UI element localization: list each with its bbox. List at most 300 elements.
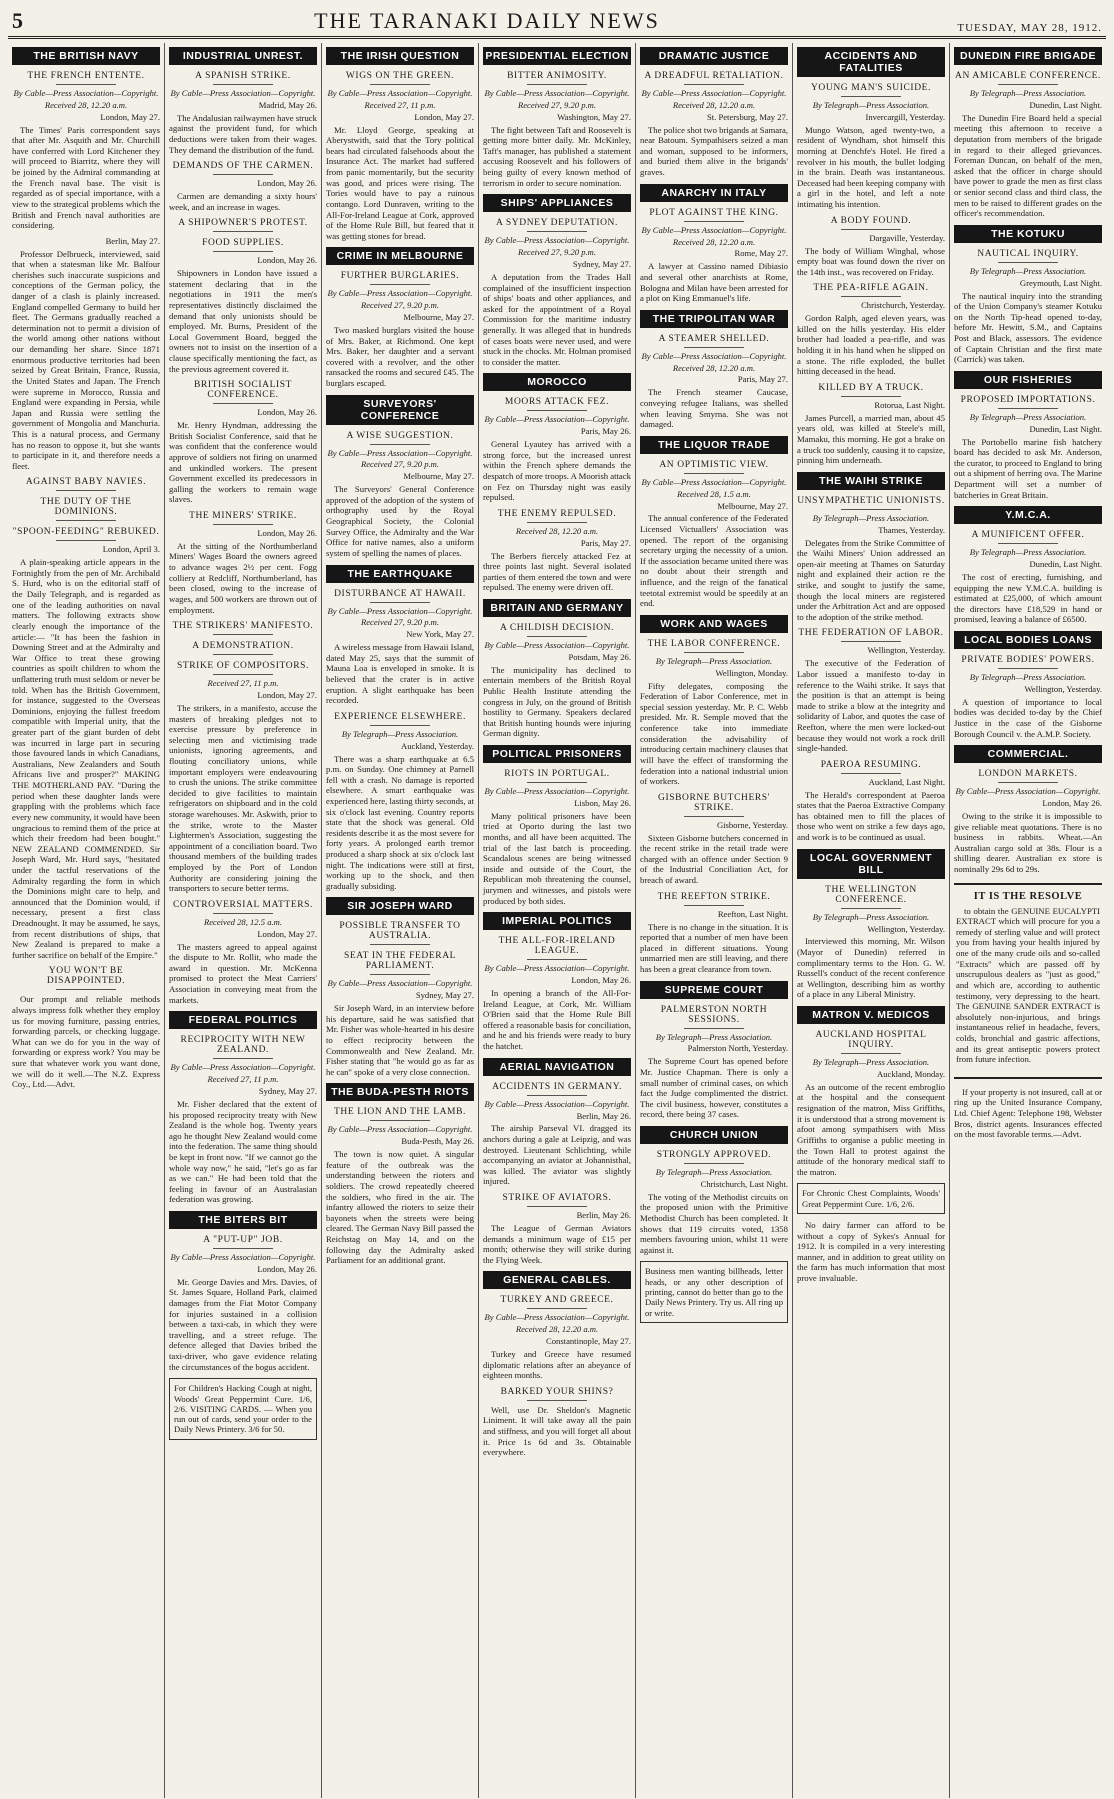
subheading-rule <box>998 408 1057 409</box>
section-subheading: THE REEFTON STRIKE. <box>657 891 771 902</box>
article-body: Owing to the strike it is impossible to give reliable meat quotations. There is no business in rabbits. Wheat.—An Australian cargo sold at 38s. Flour is a shilling dearer. Australian ex store is nominally 29s 6d to 29s. <box>954 811 1102 875</box>
dateline: Melbourne, May 27. <box>403 312 474 323</box>
received-time: Received 27, 9.20 p.m. <box>517 99 597 110</box>
subheading-rule <box>370 1120 429 1121</box>
byline: By Cable—Press Association—Copyright. <box>484 639 630 650</box>
section-heading: IMPERIAL POLITICS <box>483 912 631 930</box>
section-heading: MOROCCO <box>483 373 631 391</box>
dateline: Sydney, May 27. <box>572 259 631 270</box>
section-heading: CRIME IN MELBOURNE <box>326 247 474 265</box>
section-subheading: KILLED BY A TRUCK. <box>818 382 924 393</box>
section-subheading: THE STRIKERS' MANIFESTO. <box>172 621 314 632</box>
section-subheading: THE LION AND THE LAMB. <box>333 1107 467 1118</box>
article-body: The Berbers fiercely attacked Fez at three points last night. Several isolated parties of them entered the town and were repulsed. The enemy were driven off. <box>483 550 631 593</box>
dateline: St. Petersburg, May 27. <box>706 111 788 122</box>
subheading-rule <box>213 654 272 655</box>
section-subheading: PAEROA RESUMING. <box>820 759 922 770</box>
byline: By Telegraph—Press Association. <box>969 547 1087 558</box>
section-heading: SIR JOSEPH WARD <box>326 897 474 915</box>
article-body: The voting of the Methodist circuits on the proposed union with the Primitive Methodist Church has been completed. It shows that 119 circuits voted, 1358 members favouring union, whilst 11 were against it. <box>640 1191 788 1255</box>
section-subheading: RECIPROCITY WITH NEW ZEALAND. <box>180 1035 306 1056</box>
column-4 <box>479 43 636 1798</box>
article-body: Many political prisoners have been tried at Oporto during the last two months, and all have been acquitted. The trial of the last batch is proceeding. Scandalous scenes are being witnessed inside and outside of the Court, the Republican mob threatening the counsel, jurymen and witnesses, and pistols were produced by both sides. <box>483 810 631 906</box>
column-6 <box>793 43 950 1798</box>
article-body: The French steamer Caucase, conveying refugee Italians, was shelled when leaving Smyrna. She was not damaged. <box>640 387 788 430</box>
section-subheading: GISBORNE BUTCHERS' STRIKE. <box>657 792 770 813</box>
section-subheading: SEAT IN THE FEDERAL PARLIAMENT. <box>343 951 457 972</box>
section-heading: POLITICAL PRISONERS <box>483 745 631 763</box>
article-body: Delegates from the Strike Committee of the Waihi Miners' Union addressed an open-air meeting at Thames on Saturday night and explained their action re the strike, and sought to justify the same, though the local miners are registered under the Arbitration Act and are opposed to the adoption of the strike method. <box>797 537 945 622</box>
article-body: The Herald's correspondent at Paeroa states that the Paeroa Extractive Company has obtained men to fill the places of those who went on strike a few days ago, and work is to be continued as usual. <box>797 789 945 843</box>
section-subheading: BITTER ANIMOSITY. <box>507 71 607 81</box>
subheading-rule <box>684 473 743 474</box>
subheading-rule <box>213 524 272 525</box>
article-body: Mr. George Davies and Mrs. Davies, of St. James Square, Holland Park, claimed damages from the Fiat Motor Company for injuries sustained in a collision between a taxi-cab, in which they were travelling, and a street refuge. The defence alleged that Davies bribed the taxi-driver, who gave evidence relating the circumstances of the bogus accident. <box>169 1276 317 1372</box>
dateline: London, May 26. <box>571 975 631 986</box>
article-body: A wireless message from Hawaii Island, dated May 25, says that the summit of Mauna Loa is enveloped in smoke. It is believed that the crater is in active eruption. A slight earthquake has been recorded. <box>326 642 474 706</box>
subheading-rule <box>841 1053 900 1054</box>
subheading-rule <box>684 652 743 653</box>
section-subheading: NAUTICAL INQUIRY. <box>977 248 1079 259</box>
dateline: Christchurch, Last Night. <box>700 1178 788 1189</box>
dateline: Reefton, Last Night. <box>717 908 788 919</box>
article-body: In opening a branch of the All-For-Ireland League, at Cork, Mr. William O'Brien said that the Home Rule Bill offered a reasonable basis for conciliation, and he and his friends were ready to bury the hatchet. <box>483 987 631 1052</box>
received-time: Received 27, 9.20 p.m. <box>360 459 440 470</box>
article-body: The airship Parseval VI. dragged its anchors during a gale at Leipzig, and was destroyed. Lieutenant Schlichting, while accompanying an aviator at Johannisthal, was killed. The aviator was slightly injured. <box>483 1123 631 1187</box>
subheading-rule <box>213 403 272 404</box>
section-subheading: AUCKLAND HOSPITAL INQUIRY. <box>815 1030 927 1051</box>
received-time: Received 28, 12.20 a.m. <box>515 1324 599 1335</box>
article-body: Mr. Henry Hyndman, addressing the British Socialist Conference, said that he was confident that the conference would approve of soldiers not firing on unarmed and unkindled workers. The present Government excelled its predecessors in galling the workers to remain wage slaves. <box>169 420 317 505</box>
byline: By Telegraph—Press Association. <box>812 911 930 922</box>
article-body: Shipowners in London have issued a statement declaring that in the negotiations in 1911 the men's representatives distinctly disclaimed the demand that only unionists should be employed. Mr. Burns, President of the Local Government Board, begged the owners not to insist on the insertion of a clause specifically mentioning the fact, as the previous agreement covered it. <box>169 268 317 374</box>
section-heading: GENERAL CABLES. <box>483 1271 631 1289</box>
received-time: Received 27, 11 p.m. <box>207 678 279 689</box>
section-heading: LOCAL GOVERNMENT BILL <box>797 849 945 879</box>
dateline: London, May 26. <box>257 255 317 266</box>
section-subheading: PLOT AGAINST THE KING. <box>649 207 779 218</box>
article-body: The municipality has declined to entertain members of the British Royal Public Health Institute attending the congress in July, on the ground of British hostility to Germany. Speakers declared that British hunting hounds were injuring German dignity. <box>483 664 631 739</box>
byline: By Telegraph—Press Association. <box>341 728 459 739</box>
byline: By Telegraph—Press Association. <box>655 655 773 666</box>
article-body: Turkey and Greece have resumed diplomatic relations after an abeyance of eighteen months. <box>483 1348 631 1381</box>
byline: By Cable—Press Association—Copyright. <box>170 88 316 98</box>
section-subheading: POSSIBLE TRANSFER TO AUSTRALIA. <box>339 921 461 942</box>
article-body: Two masked burglars visited the house of Mrs. Baker, at Richmond. One kept Mrs. Baker, her daughter and a servant covered with a revolver, and the other ransacked the rooms and secured £45. The burglars escaped. <box>326 324 474 388</box>
issue-date: TUESDAY, MAY 28, 1912. <box>957 22 1102 34</box>
article-body: The strikers, in a manifesto, accuse the masters of breaking pledges not to exercise pressure by preference in selecting men and victimising trade unionists, ignoring agreements, and flouting conciliatory unions, while important employers were endeavouring to crush the unions. The strike committee decided to give facilities to maintain refrigerators on shipboard and in the cold storage warehouses. Mr. Askwith, prior to the strike, wrote to the Master Lightermen's Association, suggesting the appointment of a conciliation board. Two thousand members of the building trades employed by the Port of London Authority are considering joining the transporters to secure better terms. <box>169 702 317 894</box>
received-time: Received 27, 9.20 p.m. <box>360 617 440 628</box>
section-heading: BRITAIN AND GERMANY <box>483 599 631 617</box>
received-time: Received 28, 12.20 a.m. <box>672 236 756 247</box>
byline: By Cable—Press Association—Copyright. <box>327 288 473 299</box>
section-heading: THE BITERS BIT <box>169 1211 317 1229</box>
article-body: No dairy farmer can afford to be without a copy of Sykes's Annual for 1912. It is compiled in a very interesting manner, and in addition to great utility on the farm has much information that most prove invaluable. <box>797 1219 945 1283</box>
section-subheading: A DEMONSTRATION. <box>192 641 294 652</box>
section-subheading: YOU WON'T BE DISAPPOINTED. <box>46 966 126 987</box>
byline: By Telegraph—Press Association. <box>655 1031 773 1042</box>
dateline: Constantinople, May 27. <box>546 1336 631 1347</box>
subheading-rule <box>527 636 586 637</box>
dateline: Dunedin, Last Night. <box>1029 423 1102 434</box>
dateline: London, May 26. <box>257 1263 317 1274</box>
subheading-rule <box>998 262 1057 263</box>
subheading-rule <box>213 231 272 232</box>
byline: By Telegraph—Press Association. <box>969 411 1087 422</box>
column-2 <box>165 43 322 1798</box>
dateline: London, May 26. <box>1042 798 1102 809</box>
dateline: Dargaville, Yesterday. <box>869 232 945 243</box>
dateline: Sydney, May 27. <box>415 990 474 1001</box>
dateline: Melbourne, May 27. <box>403 471 474 482</box>
section-subheading: FOOD SUPPLIES. <box>202 238 284 249</box>
column-container <box>8 43 1106 1798</box>
byline: By Cable—Press Association—Copyright. <box>327 1124 473 1135</box>
subheading-rule <box>527 1308 586 1309</box>
article-body: A lawyer at Cassino named Dibiasio and several other anarchists at Rome, Bologna and Milan have been arrested for a plot on King Emmanuel's life. <box>640 261 788 304</box>
section-subheading: BRITISH SOCIALIST CONFERENCE. <box>193 380 293 401</box>
subheading-rule <box>527 1095 586 1096</box>
subheading-rule <box>684 1163 743 1164</box>
dateline: London, April 3. <box>102 544 160 555</box>
subheading-rule <box>841 641 900 642</box>
masthead <box>8 4 1106 39</box>
section-heading: DRAMATIC JUSTICE <box>640 47 788 65</box>
dateline: Auckland, Monday. <box>877 1068 945 1079</box>
dateline: Washington, May 27. <box>557 111 631 122</box>
dateline: London, May 27. <box>100 111 160 122</box>
dateline: Wellington, Yesterday. <box>867 923 945 934</box>
section-subheading: A CHILDISH DECISION. <box>499 622 615 633</box>
received-time: Received 27, 9.20 p.m. <box>360 300 440 311</box>
section-heading: AERIAL NAVIGATION <box>483 1058 631 1076</box>
subheading-rule <box>998 84 1057 85</box>
dateline: Buda-Pesth, May 26. <box>401 1136 474 1147</box>
byline: By Cable—Press Association—Copyright. <box>170 1062 316 1073</box>
dateline: Berlin, May 26. <box>576 1110 631 1121</box>
dateline: Melbourne, May 27. <box>717 500 788 511</box>
subheading-rule <box>370 444 429 445</box>
subheading-rule <box>527 782 586 783</box>
subheading-rule <box>684 1028 743 1029</box>
section-subheading: YOUNG MAN'S SUICIDE. <box>810 83 932 93</box>
dateline: Wellington, Yesterday. <box>867 645 945 656</box>
subheading-rule <box>527 959 586 960</box>
section-heading: THE LIQUOR TRADE <box>640 436 788 454</box>
dateline: London, May 27. <box>414 111 474 122</box>
section-subheading: "SPOON-FEEDING" REBUKED. <box>12 527 160 538</box>
subheading-rule <box>213 674 272 675</box>
article-body: If your property is not insured, call at or ring up the United Insurance Company, Ltd. Chief Agent: Telephone 198, Webster Bros, district agents. Insurances effected on the most favorable terms.—Advt. <box>954 1086 1102 1140</box>
article-body: There is no change in the situation. It is reported that a number of men have been placed in different situations. Young unmarried men are still leaving, and there has been a great clearance from town. <box>640 921 788 974</box>
dateline: New York, May 27. <box>406 629 474 640</box>
received-time: Received 28, 12.20 a.m. <box>515 525 599 536</box>
section-subheading: THE ENEMY REPULSED. <box>497 508 617 519</box>
dateline: Christchurch, Yesterday. <box>861 300 945 311</box>
section-heading: OUR FISHERIES <box>954 371 1102 389</box>
subheading-rule <box>370 725 429 726</box>
article-body: Our prompt and reliable methods always impress folk whether they employ us for moving furniture, passing entries, forwarding parcels, or checking luggage. What can we do for you in the way of forwarding or express work? You may be sure that whatever work you want done, we will do it well.—The N.Z. Express Coy., Ltd.—Advt. <box>12 994 160 1090</box>
section-subheading: A WISE SUGGESTION. <box>346 430 454 441</box>
dateline: Wellington, Yesterday. <box>1024 683 1102 694</box>
column-1 <box>8 43 165 1798</box>
section-heading: THE BRITISH NAVY <box>12 47 160 65</box>
article-body: Gordon Ralph, aged eleven years, was killed on the hills yesterday. His elder brother had loaded a pea-rifle, and was holding it in his hand when he slipped on a stone. The rifle exploded, the bullet hitting deceased in the head. <box>797 313 945 377</box>
subheading-rule <box>56 540 115 541</box>
subheading-rule <box>527 84 586 85</box>
subheading-rule <box>998 782 1057 783</box>
section-heading: FEDERAL POLITICS <box>169 1011 317 1029</box>
newspaper-title: THE TARANAKI DAILY NEWS <box>314 8 660 33</box>
subheading-rule <box>527 522 586 523</box>
dateline: Lisbon, May 26. <box>574 797 631 808</box>
section-subheading: A SPANISH STRIKE. <box>195 71 291 81</box>
article-body: James Purcell, a married man, about 45 years old, was killed at Steele's mill, Mamaku, this morning. He got a brake on a truck too suddenly, causing it to capsize, pinning him underneath. <box>797 412 945 466</box>
subheading-rule <box>527 410 586 411</box>
dateline: London, May 27. <box>257 690 317 701</box>
article-body: The Andalusian railwaymen have struck against the provident fund, for which deductions were taken from their wages. They demand the distribution of the fund. <box>169 112 317 155</box>
section-subheading: UNSYMPATHETIC UNIONISTS. <box>797 495 945 506</box>
dateline: Madrid, May 26. <box>258 99 317 110</box>
section-subheading: THE ALL-FOR-IRELAND LEAGUE. <box>498 936 616 957</box>
section-subheading: MOORS ATTACK FEZ. <box>504 397 610 408</box>
section-subheading: A SYDNEY DEPUTATION. <box>496 218 618 229</box>
advertisement: Business men wanting billheads, letter heads, or any other description of printing, cannot do better than go to the Daily News Printery. Try us. All ring up or write. <box>640 1261 788 1323</box>
section-heading: THE EARTHQUAKE <box>326 565 474 583</box>
article-body: The nautical inquiry into the stranding of the Union Company's steamer Kotuku on the North Tip-head opened to-day, before Mr. Hewitt, S.M., and Captains Post and Black, assessors. The evidence of Captain Christian and the first mate (Carrick) was taken. <box>954 290 1102 365</box>
article-body: A question of importance to local bodies was decided to-day by the Chief Justice in the case of the Gisborne Borough Council v. the A.M.P. Society. <box>954 696 1102 739</box>
advertisement: For Children's Hacking Cough at night, Woods' Great Peppermint Cure. 1/6, 2/6. VISITING CARDS. — When you run out of cards, send your order to the Daily News Printery. 3/6 for 50. <box>169 1378 317 1440</box>
article-body: The Portobello marine fish hatchery board has decided to ask Mr. Anderson, the curator, to proceed to England to bring out a shipment of herring ova. The Marine Department will set a number of batcheries in Great Britain. <box>954 436 1102 500</box>
section-heading: THE KOTUKU <box>954 225 1102 243</box>
subheading-rule <box>527 231 586 232</box>
byline: By Telegraph—Press Association. <box>655 1167 773 1177</box>
subheading-rule <box>56 490 115 491</box>
section-subheading: THE LABOR CONFERENCE. <box>647 638 781 649</box>
article-body: There was a sharp earthquake at 6.5 p.m. on Sunday. One chimney at Parnell fell with a crash. No damage is reported elsewhere. A smart earthquake was experienced here, lasting thirty seconds, at six o'clock last evening. Country reports state that the shock was general. Old residents describe it as the most severe for forty years. A prolonged earth tremor produced a sharp shock at six o'clock last night. The indications were still at first, working up to the shock, and then gradually subsiding. <box>326 753 474 891</box>
subheading-rule <box>684 221 743 222</box>
column-3 <box>322 43 479 1798</box>
subheading-rule <box>684 816 743 817</box>
section-subheading: PROPOSED IMPORTATIONS. <box>960 394 1096 405</box>
received-time: Received 27, 11 p.m. <box>364 99 436 110</box>
article-body: The Times' Paris correspondent says that after Mr. Asquith and Mr. Churchill have conferred with Lord Kitchener they will proceed to Biarritz, where they will be joined by the Admiral commanding at the French naval base. The visit is regarded as of special importance, with a view to the strategical problems which the British and French naval authorities are considering. <box>12 124 160 231</box>
section-subheading: A "PUT-UP" JOB. <box>203 1234 283 1245</box>
dateline: Paris, May 27. <box>580 537 631 548</box>
dateline: Greymouth, Last Night. <box>1019 277 1102 288</box>
section-subheading: WIGS ON THE GREEN. <box>345 71 455 81</box>
subheading-rule <box>684 347 743 348</box>
column-5 <box>636 43 793 1798</box>
byline: By Cable—Press Association—Copyright. <box>484 1098 630 1109</box>
article-body: Sir Joseph Ward, in an interview before his departure, said he was satisfied that Mr. Fisher was whole-hearted in his desire to effect reciprocity between the Commonwealth and New Zealand. Mr. Fisher stating that "he would go as far as he can" spoke of a very close connection. <box>326 1003 474 1077</box>
section-subheading: AN AMICABLE CONFERENCE. <box>954 71 1102 81</box>
section-subheading: A MUNIFICENT OFFER. <box>971 530 1085 541</box>
byline: By Cable—Press Association—Copyright. <box>484 786 630 796</box>
received-time: Received 27, 11 p.m. <box>207 1074 279 1085</box>
dateline: Palmerston North, Yesterday. <box>687 1043 788 1054</box>
article-body: General Lyautey has arrived with a strong force, but the increased unrest within the French sphere demands the despatch of more troops. A Moorish attack on Fez on Thursday night was easily repulsed. <box>483 439 631 503</box>
byline: By Telegraph—Press Association. <box>812 100 930 110</box>
byline: By Cable—Press Association—Copyright. <box>484 963 630 974</box>
section-subheading: PALMERSTON NORTH SESSIONS. <box>660 1004 768 1025</box>
section-subheading: ACCIDENTS IN GERMANY. <box>492 1081 622 1092</box>
dateline: Rome, May 27. <box>734 248 788 259</box>
section-subheading: THE MINERS' STRIKE. <box>189 511 297 521</box>
byline: By Cable—Press Association—Copyright. <box>327 88 473 98</box>
article-body: The executive of the Federation of Labor issued a manifesto to-day in reference to the Waihi strike. It says that the position is that an attempt is being made to strike a blow at the integrity and solidarity of Labor, and quotes the case of Reefton, where the men were locked-out because they would not work a rock drill single-handed. <box>797 658 945 754</box>
section-subheading: THE DUTY OF THE DOMINIONS. <box>40 497 132 518</box>
dateline: Berlin, May 26. <box>576 1210 631 1221</box>
section-subheading: AGAINST BABY NAVIES. <box>25 477 147 488</box>
received-time: Received 28, 1.5 a.m. <box>677 488 751 499</box>
section-subheading: FURTHER BURGLARIES. <box>340 271 460 282</box>
subheading-rule <box>527 1400 586 1401</box>
section-heading: Y.M.C.A. <box>954 506 1102 524</box>
article-body: The Supreme Court has opened before Mr. Justice Chapman. There is only a small number of criminal cases, on which fact the Judge complimented the district. The civil business, however, constitutes a record, there being 37 cases. <box>640 1056 788 1120</box>
section-subheading: CONTROVERSIAL MATTERS. <box>172 899 314 910</box>
section-heading: SURVEYORS' CONFERENCE <box>326 395 474 425</box>
article-body: The police shot two brigands at Samara, near Batoum. Sympathisers seized a man and woman, supposed to be informers, and buried them alive in the brigands' graves. <box>640 124 788 178</box>
subheading-rule <box>841 396 900 397</box>
dateline: Auckland, Last Night. <box>868 776 945 787</box>
section-heading: LOCAL BODIES LOANS <box>954 631 1102 649</box>
section-subheading: RIOTS IN PORTUGAL. <box>504 769 610 779</box>
byline: By Cable—Press Association—Copyright. <box>484 88 630 98</box>
byline: By Cable—Press Association—Copyright. <box>641 88 787 98</box>
section-heading: SUPREME COURT <box>640 981 788 999</box>
dateline: Invercargill, Yesterday. <box>865 111 945 122</box>
section-heading: SHIPS' APPLIANCES <box>483 194 631 212</box>
dateline: London, May 26. <box>257 178 317 189</box>
section-subheading: STRIKE OF COMPOSITORS. <box>176 661 310 672</box>
section-heading: CHURCH UNION <box>640 1126 788 1144</box>
section-subheading: STRONGLY APPROVED. <box>656 1150 772 1160</box>
byline: By Cable—Press Association—Copyright. <box>13 88 159 98</box>
section-subheading: EXPERIENCE ELSEWHERE. <box>334 711 466 722</box>
article-body: The town is now quiet. A singular feature of the outbreak was the understanding between the rioters and soldiers. The crowd repeatedly cheered the soldiers, who fired in the air. The infantry allowed the rioters to seize their bayonets when the streets were being cleared. The German Navy Bill passed the Reichstag on May 14, and on the following day the Admiralty asked Parliament for an additional grant. <box>326 1149 474 1266</box>
subheading-rule <box>841 509 900 510</box>
section-subheading: A DREADFUL RETALIATION. <box>644 71 784 81</box>
byline: By Cable—Press Association—Copyright. <box>955 786 1101 797</box>
subheading-rule <box>998 543 1057 544</box>
subheading-rule <box>213 913 272 914</box>
byline: By Cable—Press Association—Copyright. <box>170 1251 316 1262</box>
dateline: London, May 27. <box>257 928 317 939</box>
byline: By Cable—Press Association—Copyright. <box>484 235 630 246</box>
dateline: Auckland, Yesterday. <box>401 740 474 751</box>
section-heading: INDUSTRIAL UNREST. <box>169 47 317 65</box>
article-body: The cost of erecting, furnishing, and equipping the new Y.M.C.A. building is estimated at £25,000, of which amount the directors have £18,529 in hand or promised, leaving a balance of £6500. <box>954 572 1102 625</box>
byline: By Cable—Press Association—Copyright. <box>641 476 787 487</box>
byline: By Cable—Press Association—Copyright. <box>641 350 787 361</box>
article-body: Mungo Watson, aged twenty-two, a resident of Wyndham, shot himself this morning at Denchfe's Hotel. He fired a revolver in his mouth, the bullet lodging in the brain. Death was instantaneous. Deceased had been keeping company with a girl in the hotel, and left a note intimating his intention. <box>797 124 945 210</box>
dateline: London, May 26. <box>257 407 317 418</box>
byline: By Telegraph—Press Association. <box>812 512 930 523</box>
section-subheading: LONDON MARKETS. <box>978 769 1078 780</box>
dateline: Dunedin, Last Night. <box>1029 559 1102 570</box>
article-body: At the sitting of the Northumberland Miners' Wages Board the owners agreed to advance wages 2½ per cent. Fogg colliery at Redcliff, Northumberland, has been closed, owing to the increase of wages, and 500 workers are thrown out of employment. <box>169 540 317 615</box>
section-subheading: TURKEY AND GREECE. <box>500 1295 614 1306</box>
received-time: Received 27, 9.20 p.m. <box>517 247 597 258</box>
section-subheading: PRIVATE BODIES' POWERS. <box>961 655 1095 666</box>
article-body: Interviewed this morning, Mr. Wilson (Mayor of Dunedin) referred in complimentary terms to the Hon. G. W. Russell's conduct of the recent conference at Wellington, describing him as worthy of a place in any Liberal Ministry. <box>797 936 945 1000</box>
subheading-rule <box>213 1058 272 1059</box>
section-heading: MATRON V. MEDICOS <box>797 1006 945 1024</box>
dateline: London, May 26. <box>257 528 317 538</box>
subheading-rule <box>370 84 429 85</box>
article-body: The Surveyors' General Conference approved of the adoption of the system of orthography used by the Royal Geographical Society, the Colonial Survey Office, the Admiralty and the War Office for native names, also a uniform system of spelling the names of places. <box>326 484 474 558</box>
received-time: Received 28, 12.20 a.m. <box>672 362 756 373</box>
subheading-rule <box>213 84 272 85</box>
subheading-rule <box>213 174 272 175</box>
dateline: Dunedin, Last Night. <box>1029 99 1102 110</box>
byline: By Cable—Press Association—Copyright. <box>484 414 630 425</box>
subheading-rule <box>56 520 115 521</box>
subheading-rule <box>527 1206 586 1207</box>
advertisement-text: to obtain the GENUINE EUCALYPTI EXTRACT which will procure for you a remedy of sterling value and will protect you from having your health injured by one of the many crude oils and so-called "Extracts" which are passed off by unscrupulous dealers as "just as good," and which are, according to authentic testimony, very depressing to the heart. The GENUINE SANDER EXTRACT is absolutely non-injurious, and brings instantaneous relief in headache, fevers, colds, bronchial and gastric affections, and its great antiseptic powers protect from future infection. <box>956 905 1100 1065</box>
subheading-rule <box>841 773 900 774</box>
section-subheading: A BODY FOUND. <box>830 215 912 226</box>
subheading-rule <box>213 634 272 635</box>
dateline: Rotorua, Last Night. <box>874 399 945 410</box>
byline: By Telegraph—Press Association. <box>969 88 1087 98</box>
subheading-rule <box>370 974 429 975</box>
section-subheading: THE PEA-RIFLE AGAIN. <box>813 283 929 294</box>
article-body: Sixteen Gisborne butchers concerned in the recent strike in the retail trade were charged with an offence under Section 9 of the Industrial Conciliation Act, for breach of award. <box>640 832 788 886</box>
subheading-rule <box>370 284 429 285</box>
subheading-rule <box>684 905 743 906</box>
byline: By Cable—Press Association—Copyright. <box>327 978 473 989</box>
section-subheading: DISTURBANCE AT HAWAII. <box>334 588 466 599</box>
article-body: The fight between Taft and Roosevelt is getting more bitter daily. Mr. McKinley, Taft's manager, has published a statement accusing Roosevelt and his followers of being guilty of every known method of terrorism in order to secure nomination. <box>483 124 631 188</box>
article-body: Professor Delbrueck, interviewed, said that when a statesman like Mr. Balfour cherishes such inaccurate suspicions and conceptions of the German policy, the danger of a clash is plainly increased. England compelled Germany to build her fleet. The Germans gradually reached a determination not to permit a division of the world among other nations without our demanding her share. Since 1871 enormous productive territories had been seized by Great Britain, France, Russia, the United States and Japan. The French were supreme in Morocco, Russia and England were expanding in Persia, while Japan and Russia were settling the government of Mongolia and Manchuria. This is a natural process, and Germany has no reason to oppose it, but she wants to participate in it, and therefore needs a fleet. <box>12 248 160 471</box>
article-body: A deputation from the Trades Hall complained of the insufficient inspection of ships' boats and other appliances, and asked for the appointment of a Royal Commission for the maritime industry generally. It was alleged that in hundreds of cases boats were never used, and were stuck in the chocks. Mr. Holman promised to consider the matter. <box>483 271 631 367</box>
section-heading: ANARCHY IN ITALY <box>640 184 788 202</box>
byline: By Telegraph—Press Association. <box>969 265 1087 276</box>
dateline: Wellington, Monday. <box>715 667 788 678</box>
column-7 <box>950 43 1106 1798</box>
section-subheading: DEMANDS OF THE CARMEN. <box>172 161 314 172</box>
byline: By Telegraph—Press Association. <box>812 1057 930 1068</box>
section-subheading: A SHIPOWNER'S PROTEST. <box>178 218 308 229</box>
dateline: Berlin, May 27. <box>105 235 160 246</box>
advertisement: For Chronic Chest Complaints, Woods' Great Peppermint Cure. 1/6, 2/6. <box>797 1183 945 1214</box>
received-time: Received 28, 12.20 a.m. <box>672 99 756 110</box>
section-subheading: A STEAMER SHELLED. <box>658 333 770 344</box>
dateline: Gisborne, Yesterday. <box>716 819 788 830</box>
section-heading: COMMERCIAL. <box>954 745 1102 763</box>
subheading-rule <box>841 96 900 97</box>
page-number: 5 <box>12 8 23 33</box>
subheading-rule <box>841 229 900 230</box>
byline: By Cable—Press Association—Copyright. <box>641 224 787 235</box>
article-body: Well, use Dr. Sheldon's Magnetic Liniment. It will take away all the pain and stiffness, and you will forget all about it. Price 1s 6d and 3s. Obtainable everywhere. <box>483 1404 631 1458</box>
section-subheading: BARKED YOUR SHINS? <box>500 1386 614 1397</box>
section-subheading: STRIKE OF AVIATORS. <box>502 1193 612 1204</box>
article-body: The League of German Aviators demands a minimum wage of £15 per month; otherwise they will strike during the Flying Week. <box>483 1222 631 1265</box>
article-body: The masters agreed to appeal against the dispute to Mr. Rollit, who made the award in question. Mr. McKenna promised to protect the Meat Carriers' Association in conveying meat from the markets. <box>169 941 317 1005</box>
subheading-rule <box>841 296 900 297</box>
dateline: Thames, Yesterday. <box>878 524 945 535</box>
subheading-rule <box>370 602 429 603</box>
section-heading: ACCIDENTS AND FATALITIES <box>797 47 945 77</box>
byline: By Cable—Press Association—Copyright. <box>484 1312 630 1323</box>
dateline: Potsdam, May 26. <box>568 651 631 662</box>
received-time: Received 28, 12.5 a.m. <box>203 916 283 927</box>
article-body: The body of William Winghal, whose empty boat was found down the river on the 14th inst., was recovered on Friday. <box>797 245 945 277</box>
article-body: The annual conference of the Federated Licensed Victuallers' Association was opened. The report of the organising secretary urging the necessity of a union. If the association became united there was no doubt about their strength and influence, and the reign of the fanatical teetotal extremist would be speedily at an end. <box>640 513 788 609</box>
